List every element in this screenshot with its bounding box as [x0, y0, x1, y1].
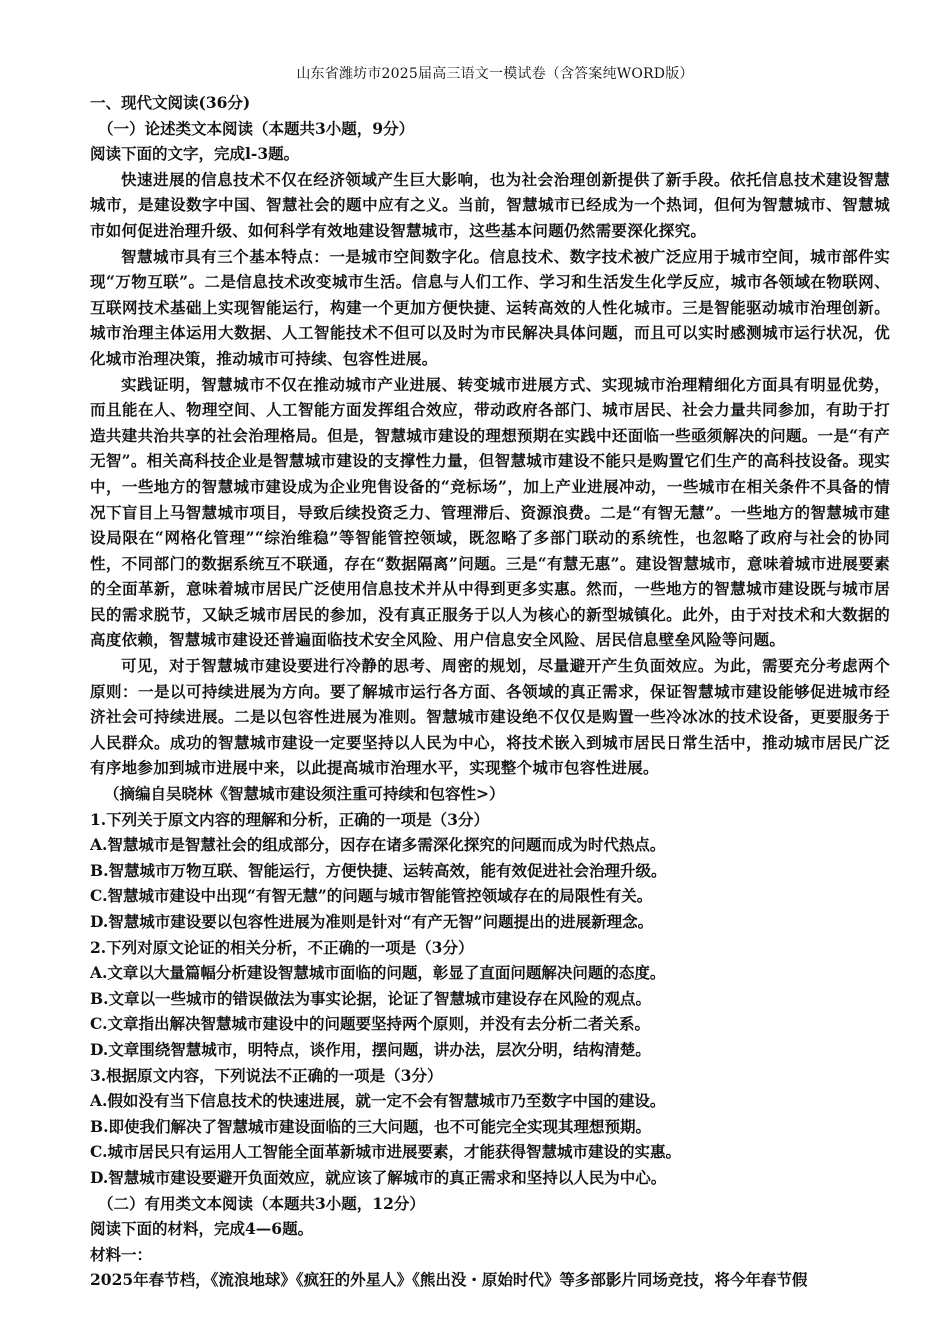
question-block — [90, 935, 890, 1063]
answer-option: A.文章以大量篇幅分析建设智慧城市面临的问题，彰显了直面问题解决问题的态度。 — [90, 963, 666, 983]
document-title: 山东省潍坊市2025届高三语文一模试卷（含答案纯WORD版） — [296, 66, 694, 82]
question-stem: 2.下列对原文论证的相关分析，不正确的一项是（3分） — [90, 937, 474, 957]
question-block — [90, 807, 890, 935]
answer-option: A.假如没有当下信息技术的快速进展，就一定不会有智慧城市乃至数字中国的建设。 — [90, 1091, 666, 1111]
answer-option: B.即使我们解决了智慧城市建设面临的三大问题，也不可能完全实现其理想预期。 — [90, 1116, 651, 1136]
body-paragraph: 可见，对于智慧城市建设要进行冷静的思考、周密的规划，尽量避开产生负面效应。为此，需要充分考虑两个原则：一是以可持续进展为方向。要了解城市运行各方面、各领域的真正需求，保证智慧城市建设能够促进城市经济社会可持续进展。二是以包容性进展为准则。智慧城市建设绝不仅仅是购置一些冷冰冰的技术设备，更要服务于人民群众。成功的智慧城市建设一定要坚持以人民为中心，将技术嵌入到城市居民日常生活中，推动城市居民广泛有序地参加到城市进展中来，以此提高城市治理水平，实现整个城市包容性进展。 — [90, 656, 890, 778]
reading-instruction: 阅读下面的文字，完成l-3题。 — [90, 144, 300, 164]
answer-option: B.文章以一些城市的错误做法为事实论据，论证了智慧城市建设存在风险的观点。 — [90, 988, 651, 1008]
section-heading: 一、现代文阅读(36分) — [90, 93, 251, 112]
subsection-heading: （一）论述类文本阅读（本题共3小题，9分） — [98, 118, 415, 138]
answer-option: D.智慧城市建设要避开负面效应，就应该了解城市的真正需求和坚持以人民为中心。 — [90, 1167, 667, 1187]
source-citation: （摘编自吴晓林《智慧城市建设须注重可持续和包容性>） — [104, 784, 505, 804]
answer-option: C.文章指出解决智慧城市建设中的问题要坚持两个原则，并没有去分析二者关系。 — [90, 1014, 650, 1034]
answer-option: B.智慧城市万物互联、智能运行，方便快捷、运转高效，能有效促进社会治理升级。 — [90, 860, 667, 880]
answer-option: C.城市居民只有运用人工智能全面革新城市进展要素，才能获得智慧城市建设的实惠。 — [90, 1142, 681, 1162]
question-block — [90, 1063, 890, 1191]
subsection-heading: （二）有用类文本阅读（本题共3小题，12分） — [98, 1193, 425, 1213]
body-paragraph: 实践证明，智慧城市不仅在推动城市产业进展、转变城市进展方式、实现城市治理精细化方面具有明显优势，而且能在人、物理空间、人工智能方面发挥组合效应，带动政府各部门、城市居民、社会力量共同参加，有助于打造共建共治共享的社会治理格局。但是，智慧城市建设的理想预期在实践中还面临一些亟须解决的问题。一是“有产无智”。相关高科技企业是智慧城市建设的支撑性力量，但智慧城市建设不能只是购置它们生产的高科技设备。现实中，一些地方的智慧城市建设成为企业兜售设备的“竞标场”，加上产业进展冲动，一些城市在相关条件不具备的情况下盲目上马智慧城市项目，导致后续投资乏力、管理滞后、资源浪费。二是“有智无慧”。一些地方的智慧城市建设局限在“网格化管理”“综治维稳”等智能管控领域，既忽略了多部门联动的系统性，也忽略了政府与社会的协同性，不同部门的数据系统互不联通，存在“数据隔离”问题。三是“有慧无惠”。建设智慧城市，意味着城市进展要素的全面革新，意味着城市居民广泛使用信息技术并从中得到更多实惠。然而，一些地方的智慧城市建设既与城市居民的需求脱节，又缺乏城市居民的参加，没有真正服务于以人为核心的新型城镇化。此外，由于对技术和大数据的高度依赖，智慧城市建设还普遍面临技术安全风险、用户信息安全风险、居民信息壁垒风险等问题。 — [90, 374, 890, 650]
reading-instruction: 阅读下面的材料，完成4—6题。 — [90, 1219, 314, 1239]
answer-option: D.智慧城市建设要以包容性进展为准则是针对“有产无智”问题提出的进展新理念。 — [90, 912, 654, 931]
answer-option: A.智慧城市是智慧社会的组成部分，因存在诸多需深化探究的问题而成为时代热点。 — [90, 835, 666, 855]
question-stem: 1.下列关于原文内容的理解和分析，正确的一项是（3分） — [90, 809, 489, 829]
material-label: 材料一： — [90, 1244, 153, 1264]
material-text: 2025年春节档，《流浪地球》《疯狂的外星人》《熊出没・原始时代》等多部影片同场竞技，将今年春节假 — [90, 1270, 808, 1290]
answer-option: C.智慧城市建设中出现“有智无慧”的问题与城市智能管控领域存在的局限性有关。 — [90, 886, 653, 906]
body-paragraph: 快速进展的信息技术不仅在经济领域产生巨大影响，也为社会治理创新提供了新手段。依托信息技术建设智慧城市，是建设数字中国、智慧社会的题中应有之义。当前，智慧城市已经成为一个热词，但何为智慧城市、智慧城市如何促进治理升级、如何科学有效地建设智慧城市，这些基本问题仍然需要深化探究。 — [90, 169, 890, 240]
question-stem: 3.根据原文内容，下列说法不正确的一项是（3分） — [90, 1065, 443, 1085]
answer-option: D.文章围绕智慧城市，明特点，谈作用，摆问题，讲办法，层次分明，结构清楚。 — [90, 1039, 651, 1059]
body-paragraph: 智慧城市具有三个基本特点：一是城市空间数字化。信息技术、数字技术被广泛应用于城市空间，城市部件实现“万物互联”。二是信息技术改变城市生活。信息与人们工作、学习和生活发生化学反应，城市各领域在物联网、互联网技术基础上实现智能运行，构建一个更加方便快捷、运转高效的人性化城市。三是智能驱动城市治理创新。城市治理主体运用大数据、人工智能技术不但可以及时为市民解决具体问题，而且可以实时感测城市运行状况，优化城市治理决策，推动城市可持续、包容性进展。 — [90, 246, 890, 368]
